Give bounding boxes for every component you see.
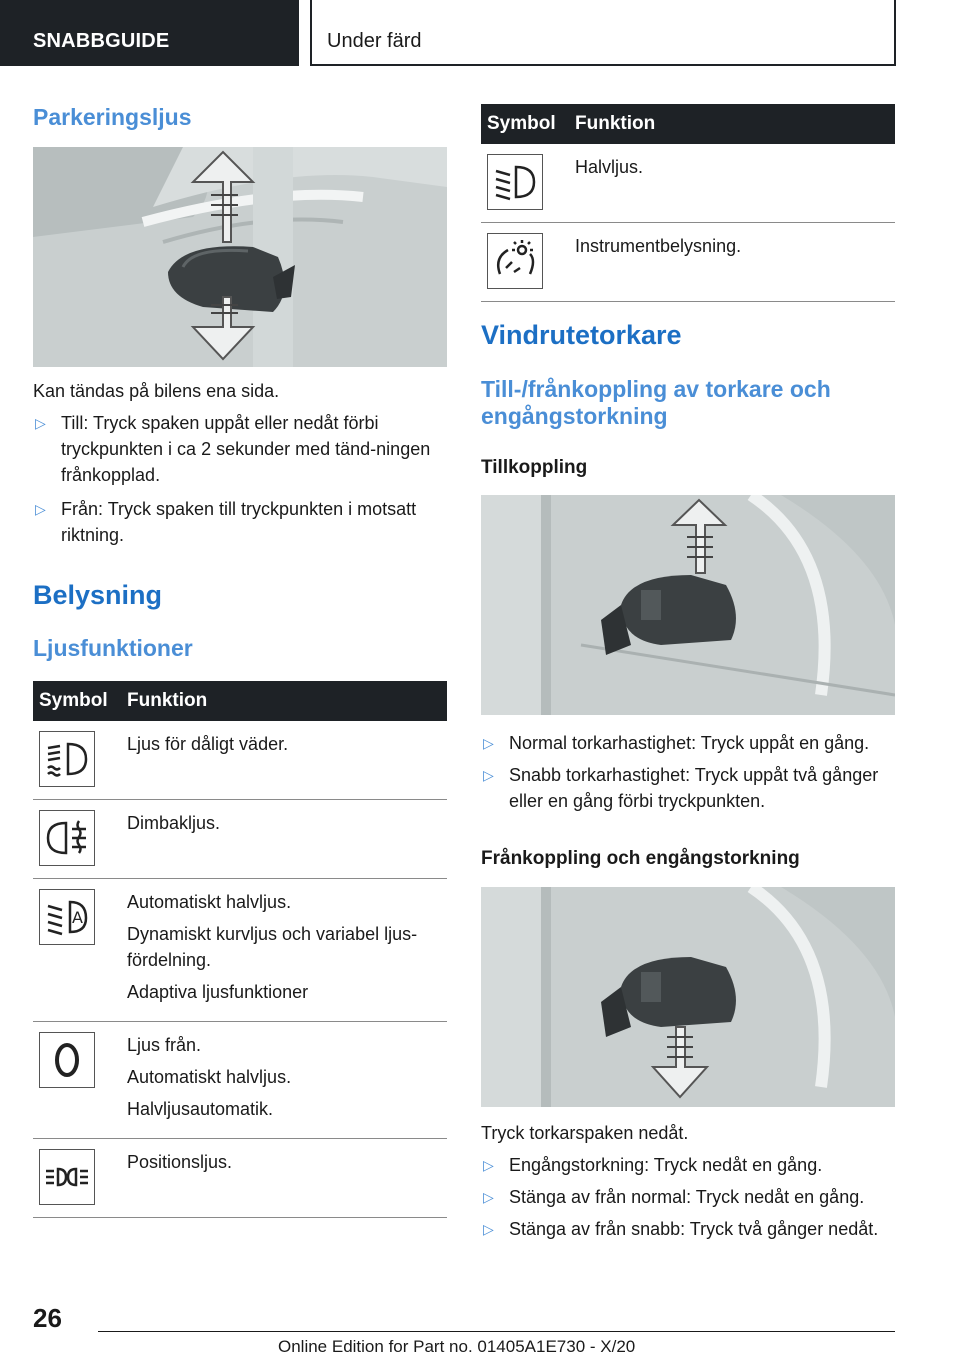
lights-off-icon	[39, 1032, 95, 1088]
page-header	[0, 0, 960, 66]
wiper-subtitle: Till-/frånkoppling av torkare och engångstorkning	[481, 376, 831, 429]
bullet-triangle-icon: ▷	[483, 1157, 494, 1173]
wiper-title: Vindrutetorkare	[481, 320, 682, 350]
lighting-title: Belysning	[33, 580, 163, 610]
light-functions-table	[33, 681, 447, 1218]
page-number: 26	[33, 1303, 62, 1333]
col-function: Funktion	[127, 681, 447, 721]
on-title: Tillkoppling	[481, 457, 588, 478]
bad-weather-light-icon	[39, 731, 95, 787]
light-functions-title: Ljusfunktioner	[33, 635, 193, 661]
chapter-label: Under färd	[327, 30, 422, 52]
parking-light-photo	[33, 147, 447, 367]
off-bullets	[481, 1152, 895, 1248]
parking-title: Parkeringsljus	[33, 104, 192, 130]
section-label: SNABBGUIDE	[33, 30, 170, 52]
list-item: ▷ Stänga av från snabb: Tryck två gånger nedåt.	[481, 1216, 895, 1242]
list-item: ▷ Till: Tryck spaken uppåt eller nedåt förbi tryckpunkten i ca 2 sekunder med tänd-ningen frånkopplad.	[33, 410, 447, 488]
parking-intro: Kan tändas på bilens ena sida.	[33, 381, 280, 401]
off-intro: Tryck torkarspaken nedåt.	[481, 1123, 689, 1143]
table-row: Ljus från. Automatiskt halvljus. Halvljusautomatik.	[33, 1022, 447, 1139]
section-tab	[0, 0, 299, 66]
table-row: Instrumentbelysning.	[481, 223, 895, 302]
bullet-triangle-icon: ▷	[35, 415, 46, 431]
col-symbol: Symbol	[33, 681, 127, 721]
table-row: Halvljus.	[481, 144, 895, 223]
position-lights-icon	[39, 1149, 95, 1205]
bullet-triangle-icon: ▷	[483, 767, 494, 783]
light-functions-table-continued	[481, 104, 895, 302]
footer-divider	[98, 1331, 895, 1332]
instrument-lighting-icon	[487, 233, 543, 289]
list-item: ▷ Normal torkarhastighet: Tryck uppåt en gång.	[481, 730, 895, 756]
table-row: Ljus för dåligt väder.	[33, 721, 447, 800]
list-item: ▷ Snabb torkarhastighet: Tryck uppåt två gånger eller en gång förbi tryckpunkten.	[481, 762, 895, 814]
col-symbol: Symbol	[481, 104, 575, 144]
low-beam-icon	[487, 154, 543, 210]
col-function: Funktion	[575, 104, 895, 144]
svg-text:A: A	[72, 908, 83, 927]
wiper-off-photo	[481, 887, 895, 1107]
table-row: Dimbakljus.	[33, 800, 447, 879]
wiper-on-photo	[481, 495, 895, 715]
bullet-triangle-icon: ▷	[35, 501, 46, 517]
bullet-triangle-icon: ▷	[483, 1221, 494, 1237]
rear-fog-light-icon	[39, 810, 95, 866]
list-item: ▷ Från: Tryck spaken till tryckpunkten i motsatt riktning.	[33, 496, 447, 548]
footer-edition: Online Edition for Part no. 01405A1E730 - X/20	[278, 1337, 636, 1356]
parking-bullets	[33, 410, 447, 554]
on-bullets	[481, 730, 895, 820]
off-title: Frånkoppling och engångstorkning	[481, 848, 800, 869]
list-item: ▷ Stänga av från normal: Tryck nedåt en gång.	[481, 1184, 895, 1210]
auto-low-beam-icon	[39, 889, 95, 945]
chapter-tab	[310, 0, 896, 66]
table-row: Positionsljus.	[33, 1139, 447, 1218]
bullet-triangle-icon: ▷	[483, 735, 494, 751]
bullet-triangle-icon: ▷	[483, 1189, 494, 1205]
table-row: A Automatiskt halvljus. Dynamiskt kurvljus och variabel ljus-fördelning. Adaptiva ljusfunktioner	[33, 879, 447, 1022]
list-item: ▷ Engångstorkning: Tryck nedåt en gång.	[481, 1152, 895, 1178]
